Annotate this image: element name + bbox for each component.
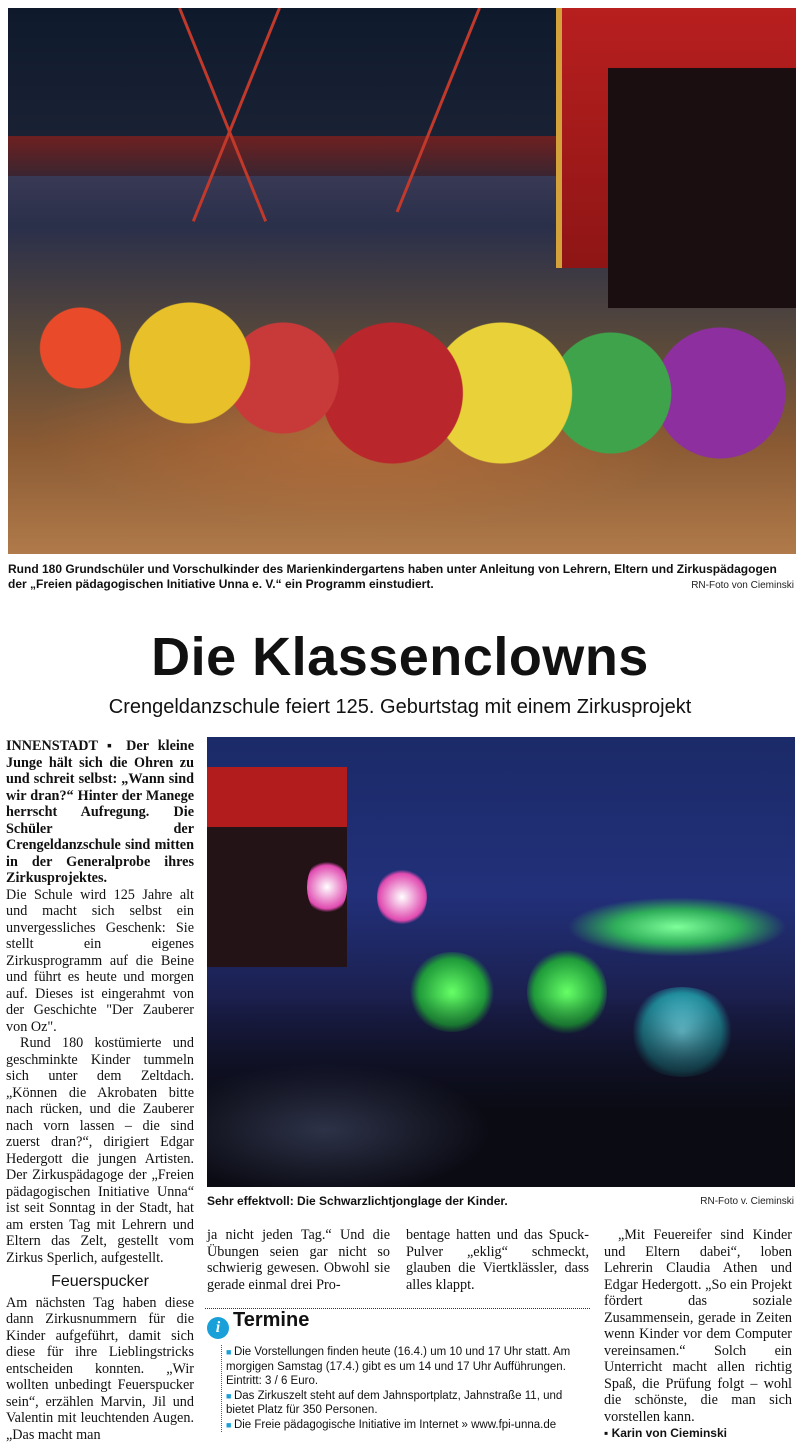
circus-photo-blacklight xyxy=(207,737,795,1187)
termine-title: Termine xyxy=(233,1309,310,1331)
article-column-3 xyxy=(406,1227,589,1293)
headline: Die Klassenclowns xyxy=(151,627,649,687)
article-paragraph-3: Am nächsten Tag haben diese dann Zirkusnummern für die Kinder aufgeführt, damit sich diese für ihre Lieblingstricks entscheiden konnten. „Wir wollten unbedingt Feuerspucker sein“, erzählen Marvin, Jil und Valentin mit leuchtenden Augen. „Das macht man xyxy=(6,1294,194,1443)
article-paragraph-4: ja nicht jeden Tag.“ Und die Übungen seien gar nicht so schwierig gewesen. Obwohl sie gerade einmal drei Pro- xyxy=(207,1227,390,1293)
section-heading: Feuerspucker xyxy=(51,1273,149,1290)
termine-list xyxy=(221,1345,590,1432)
article-paragraph-5: bentage hatten und das Spuck-Pulver „eklig“ schmeckt, glauben die Viertklässler, dass alles klappt. xyxy=(406,1227,589,1293)
article-lead: Der kleine Junge hält sich die Ohren zu und schreit selbst: „Wann sind wir dran?“ Hinter der Manege herrscht Aufregung. Die Schüler der Crengeldanzschule sind mitten in der Generalprobe ihres Zirkusprojektes. xyxy=(6,738,194,886)
dateline: INNENSTADT xyxy=(6,738,98,754)
article-column-1: INNENSTADT ▪ Der kleine Junge hält sich die Ohren zu und schreit selbst: „Wann sind wir dran?“ Hinter der Manege herrscht Aufregung. Die Schüler der Crengeldanzschule sind mitten in der Generalprobe ihres Zirkusprojektes. Die Schule wird 125 Jahre alt und macht sich selbst ein unvergessliches Geschenk: Sie stellt ein eigenes Zirkusprogramm auf die Beine und führt es heute und morgen auf. Dieses ist eingerahmt von der Geschichte "Der Zauberer von Oz". Rund 180 kostümierte und geschminkte Kinder tummeln sich unter dem Zeltdach. „Können die Akrobaten bitte nach rücken, und die Zauberer nach vorn lassen – die sind zuerst dran?“, dirigiert Edgar Hedergott die jungen Artisten. Der Zirkuspädagoge der „Freien pädagogischen Initiative Unna“ ist seit Sonntag in der Stadt, hat am ersten Tag mit Lehrern und Eltern das Zelt, gestellt vom Zirkus Sperlich, aufgestellt. Feuerspucker Am nächsten Tag haben diese dann Zirkusnummern für die Kinder aufgeführt, damit sich diese für ihre Lieblingstricks entscheiden konnten. „Wir wollten unbedingt Feuerspucker sein“, erzählen Marvin, Jil und Valentin mit leuchtenden Augen. „Das macht man xyxy=(6,738,194,1443)
termine-item: ■ Die Vorstellungen finden heute (16.4.) um 10 und 17 Uhr statt. Am morgigen Samstag (17.4.) gibt es um 14 und 17 Uhr Aufführungen. Eintritt: 3 / 6 Euro. xyxy=(226,1345,590,1389)
article-paragraph-2: Rund 180 kostümierte und geschminkte Kinder tummeln sich unter dem Zeltdach. „Können die Akrobaten bitte nach rücken, und die Zauberer nach vorn lassen – die sind zuerst dran?“, dirigiert Edgar Hedergott die jungen Artisten. Der Zirkuspädagoge der „Freien pädagogischen Initiative Unna“ ist seit Sonntag in der Stadt, hat am ersten Tag mit Lehrern und Eltern das Zelt, gestellt vom Zirkus Sperlich, aufgestellt. xyxy=(6,1035,194,1266)
termine-box xyxy=(205,1308,590,1441)
subheadline: Crengeldanzschule feiert 125. Geburtstag mit einem Zirkusprojekt xyxy=(108,696,692,718)
photo2-caption: Sehr effektvoll: Die Schwarzlichtjonglage der Kinder. xyxy=(207,1194,508,1208)
photo1-caption: Rund 180 Grundschüler und Vorschulkinder des Marienkindergartens haben unter Anleitung von Lehrern, Eltern und Zirkuspädagogen der „Freien pädagogischen Initiative Unna e. V.“ ein Programm einstudiert. xyxy=(8,562,777,591)
photo1-credit: RN-Foto von Cieminski xyxy=(691,580,794,591)
author-name: Karin von Cieminski xyxy=(611,1426,727,1440)
photo2-credit: RN-Foto v. Cieminski xyxy=(700,1196,794,1207)
article-paragraph-1: Die Schule wird 125 Jahre alt und macht sich selbst ein unvergessliches Geschenk: Sie stellt ein eigenes Zirkusprogramm auf die Beine und führt es heute und morgen auf. Dieses ist eingerahmt von der Geschichte "Der Zauberer von Oz". xyxy=(6,886,194,1035)
termine-item: ■ Die Freie pädagogische Initiative im Internet » www.fpi-unna.de xyxy=(226,1418,590,1433)
author-line: ▪ Karin von Cieminski xyxy=(604,1426,727,1440)
article-paragraph-6: „Mit Feuereifer sind Kinder und Eltern dabei“, loben Lehrerin Claudia Athen und Edgar Hedergott. „So ein Projekt fördert das soziale Zusammensein, gerade in Zeiten wenn Kinder vor dem Computer vereinsamen.“ Solch ein Unterricht macht allen richtig Spaß, die Prüfung folgt – wohl die schönste, die man sich vorstellen kann. xyxy=(604,1227,792,1425)
circus-photo-clowns xyxy=(8,8,796,554)
article-column-4 xyxy=(604,1227,792,1442)
info-icon: i xyxy=(207,1317,229,1339)
article-column-2 xyxy=(207,1227,390,1293)
termine-item: ■ Das Zirkuszelt steht auf dem Jahnsportplatz, Jahnstraße 11, und bietet Platz für 350 Personen. xyxy=(226,1389,590,1418)
